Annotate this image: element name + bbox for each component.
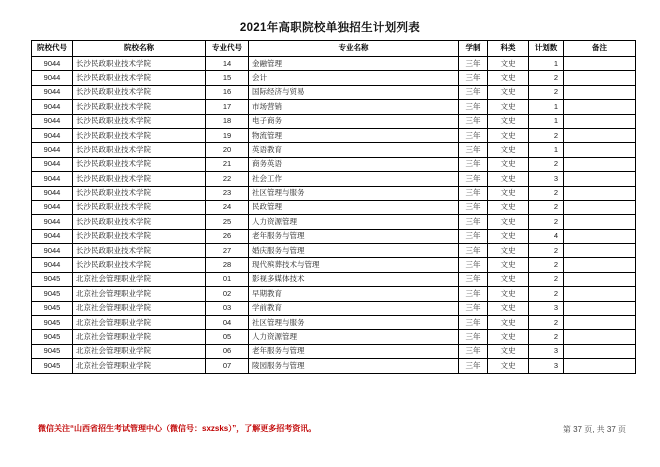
cell-college-name: 长沙民政职业技术学院	[73, 71, 206, 85]
cell-college-name: 长沙民政职业技术学院	[73, 244, 206, 258]
cell-plan-count: 2	[529, 258, 564, 272]
cell-duration: 三年	[459, 258, 488, 272]
header-remark: 备注	[564, 41, 636, 57]
cell-remark	[564, 301, 636, 315]
table-row	[32, 272, 636, 286]
cell-college-name: 北京社会管理职业学院	[73, 301, 206, 315]
header-college-name: 院校名称	[73, 41, 206, 57]
cell-major-code: 17	[206, 100, 249, 114]
table-row	[32, 330, 636, 344]
cell-plan-count: 2	[529, 287, 564, 301]
cell-major-name: 社会工作	[249, 172, 459, 186]
cell-plan-count: 2	[529, 244, 564, 258]
cell-category: 文史	[488, 301, 529, 315]
cell-major-name: 会计	[249, 71, 459, 85]
cell-category: 文史	[488, 100, 529, 114]
cell-college-code: 9044	[32, 85, 73, 99]
cell-major-name: 社区管理与服务	[249, 186, 459, 200]
cell-duration: 三年	[459, 229, 488, 243]
cell-plan-count: 2	[529, 128, 564, 142]
table-row	[32, 157, 636, 171]
cell-remark	[564, 186, 636, 200]
table-body	[32, 57, 636, 374]
cell-duration: 三年	[459, 143, 488, 157]
cell-major-code: 19	[206, 128, 249, 142]
cell-duration: 三年	[459, 172, 488, 186]
cell-duration: 三年	[459, 71, 488, 85]
cell-major-code: 07	[206, 359, 249, 373]
cell-major-name: 物流管理	[249, 128, 459, 142]
table-row	[32, 215, 636, 229]
wechat-notice: 微信关注“山西省招生考试管理中心（微信号：sxzsks）”，了解更多招考资讯。	[38, 424, 317, 433]
cell-college-name: 长沙民政职业技术学院	[73, 215, 206, 229]
cell-college-code: 9044	[32, 57, 73, 71]
cell-remark	[564, 71, 636, 85]
cell-duration: 三年	[459, 344, 488, 358]
cell-college-code: 9044	[32, 172, 73, 186]
cell-major-name: 影视多媒体技术	[249, 272, 459, 286]
cell-remark	[564, 57, 636, 71]
cell-college-code: 9045	[32, 344, 73, 358]
cell-category: 文史	[488, 114, 529, 128]
table-row	[32, 359, 636, 373]
table-row	[32, 114, 636, 128]
cell-major-name: 市场营销	[249, 100, 459, 114]
header-duration: 学制	[459, 41, 488, 57]
cell-major-name: 英语教育	[249, 143, 459, 157]
cell-college-code: 9044	[32, 244, 73, 258]
cell-major-code: 28	[206, 258, 249, 272]
cell-category: 文史	[488, 272, 529, 286]
cell-college-name: 长沙民政职业技术学院	[73, 143, 206, 157]
cell-category: 文史	[488, 359, 529, 373]
cell-category: 文史	[488, 57, 529, 71]
cell-remark	[564, 114, 636, 128]
cell-category: 文史	[488, 316, 529, 330]
cell-major-code: 14	[206, 57, 249, 71]
cell-college-code: 9044	[32, 157, 73, 171]
table-row	[32, 143, 636, 157]
cell-plan-count: 1	[529, 114, 564, 128]
cell-college-code: 9044	[32, 71, 73, 85]
cell-remark	[564, 85, 636, 99]
cell-major-name: 人力资源管理	[249, 330, 459, 344]
cell-college-name: 北京社会管理职业学院	[73, 344, 206, 358]
table-row	[32, 57, 636, 71]
cell-college-name: 长沙民政职业技术学院	[73, 128, 206, 142]
cell-college-code: 9045	[32, 301, 73, 315]
cell-major-name: 民政管理	[249, 200, 459, 214]
header-plan-count: 计划数	[529, 41, 564, 57]
cell-plan-count: 2	[529, 272, 564, 286]
cell-remark	[564, 100, 636, 114]
cell-college-name: 长沙民政职业技术学院	[73, 200, 206, 214]
cell-college-name: 长沙民政职业技术学院	[73, 172, 206, 186]
cell-category: 文史	[488, 229, 529, 243]
cell-remark	[564, 200, 636, 214]
cell-college-name: 长沙民政职业技术学院	[73, 229, 206, 243]
cell-major-code: 25	[206, 215, 249, 229]
cell-duration: 三年	[459, 200, 488, 214]
cell-category: 文史	[488, 215, 529, 229]
table-header	[32, 41, 636, 57]
cell-major-name: 学前教育	[249, 301, 459, 315]
cell-college-code: 9045	[32, 287, 73, 301]
cell-college-code: 9044	[32, 143, 73, 157]
cell-college-name: 北京社会管理职业学院	[73, 359, 206, 373]
cell-remark	[564, 172, 636, 186]
cell-plan-count: 3	[529, 359, 564, 373]
header-category: 科类	[488, 41, 529, 57]
cell-remark	[564, 215, 636, 229]
cell-college-name: 长沙民政职业技术学院	[73, 186, 206, 200]
cell-plan-count: 2	[529, 186, 564, 200]
cell-major-code: 26	[206, 229, 249, 243]
cell-plan-count: 2	[529, 316, 564, 330]
cell-remark	[564, 287, 636, 301]
cell-duration: 三年	[459, 128, 488, 142]
cell-remark	[564, 258, 636, 272]
cell-major-name: 早期教育	[249, 287, 459, 301]
cell-remark	[564, 128, 636, 142]
cell-major-code: 22	[206, 172, 249, 186]
cell-major-name: 老年服务与管理	[249, 229, 459, 243]
page-number: 第 37 页, 共 37 页	[562, 425, 626, 434]
enrollment-plan-table	[31, 40, 636, 374]
table-row	[32, 258, 636, 272]
cell-college-code: 9044	[32, 215, 73, 229]
cell-college-code: 9045	[32, 272, 73, 286]
cell-major-code: 23	[206, 186, 249, 200]
cell-college-name: 长沙民政职业技术学院	[73, 258, 206, 272]
cell-category: 文史	[488, 157, 529, 171]
cell-college-name: 长沙民政职业技术学院	[73, 114, 206, 128]
cell-remark	[564, 344, 636, 358]
cell-college-code: 9044	[32, 229, 73, 243]
cell-plan-count: 2	[529, 330, 564, 344]
cell-category: 文史	[488, 71, 529, 85]
cell-plan-count: 2	[529, 200, 564, 214]
cell-plan-count: 1	[529, 100, 564, 114]
cell-college-name: 长沙民政职业技术学院	[73, 100, 206, 114]
cell-remark	[564, 143, 636, 157]
cell-major-code: 16	[206, 85, 249, 99]
cell-college-name: 北京社会管理职业学院	[73, 330, 206, 344]
cell-duration: 三年	[459, 114, 488, 128]
table-row	[32, 71, 636, 85]
cell-category: 文史	[488, 186, 529, 200]
cell-category: 文史	[488, 258, 529, 272]
cell-college-code: 9044	[32, 186, 73, 200]
cell-major-name: 国际经济与贸易	[249, 85, 459, 99]
cell-category: 文史	[488, 244, 529, 258]
cell-plan-count: 2	[529, 215, 564, 229]
cell-major-name: 商务英语	[249, 157, 459, 171]
cell-major-code: 06	[206, 344, 249, 358]
table-row	[32, 287, 636, 301]
table-row	[32, 301, 636, 315]
cell-major-name: 婚庆服务与管理	[249, 244, 459, 258]
cell-category: 文史	[488, 85, 529, 99]
header-college-code: 院校代号	[32, 41, 73, 57]
cell-duration: 三年	[459, 359, 488, 373]
cell-major-code: 27	[206, 244, 249, 258]
cell-college-code: 9045	[32, 359, 73, 373]
cell-major-code: 05	[206, 330, 249, 344]
cell-major-name: 老年服务与管理	[249, 344, 459, 358]
table-row	[32, 200, 636, 214]
table-header-row	[32, 41, 636, 57]
cell-duration: 三年	[459, 100, 488, 114]
cell-duration: 三年	[459, 85, 488, 99]
cell-college-name: 长沙民政职业技术学院	[73, 157, 206, 171]
cell-major-code: 20	[206, 143, 249, 157]
cell-category: 文史	[488, 172, 529, 186]
cell-major-name: 金融管理	[249, 57, 459, 71]
cell-major-name: 人力资源管理	[249, 215, 459, 229]
cell-major-name: 陵园服务与管理	[249, 359, 459, 373]
cell-plan-count: 1	[529, 57, 564, 71]
cell-major-code: 15	[206, 71, 249, 85]
cell-category: 文史	[488, 287, 529, 301]
cell-duration: 三年	[459, 301, 488, 315]
cell-college-name: 北京社会管理职业学院	[73, 287, 206, 301]
table-row	[32, 100, 636, 114]
header-major-name: 专业名称	[249, 41, 459, 57]
header-major-code: 专业代号	[206, 41, 249, 57]
cell-college-name: 长沙民政职业技术学院	[73, 85, 206, 99]
cell-remark	[564, 157, 636, 171]
cell-major-name: 社区管理与服务	[249, 316, 459, 330]
cell-duration: 三年	[459, 316, 488, 330]
cell-plan-count: 3	[529, 344, 564, 358]
cell-duration: 三年	[459, 215, 488, 229]
cell-college-code: 9044	[32, 200, 73, 214]
table-row	[32, 229, 636, 243]
cell-plan-count: 2	[529, 71, 564, 85]
cell-plan-count: 3	[529, 301, 564, 315]
cell-category: 文史	[488, 200, 529, 214]
cell-major-code: 18	[206, 114, 249, 128]
cell-duration: 三年	[459, 330, 488, 344]
cell-major-code: 21	[206, 157, 249, 171]
cell-duration: 三年	[459, 186, 488, 200]
cell-remark	[564, 359, 636, 373]
cell-major-code: 02	[206, 287, 249, 301]
cell-college-code: 9045	[32, 316, 73, 330]
cell-major-code: 04	[206, 316, 249, 330]
cell-college-name: 北京社会管理职业学院	[73, 316, 206, 330]
cell-college-code: 9044	[32, 128, 73, 142]
cell-duration: 三年	[459, 244, 488, 258]
cell-remark	[564, 244, 636, 258]
table-row	[32, 344, 636, 358]
page-title: 2021年高职院校单独招生计划列表	[239, 22, 421, 34]
cell-college-code: 9044	[32, 100, 73, 114]
cell-plan-count: 3	[529, 172, 564, 186]
table-row	[32, 316, 636, 330]
cell-plan-count: 2	[529, 157, 564, 171]
table-row	[32, 128, 636, 142]
cell-remark	[564, 272, 636, 286]
cell-major-name: 电子商务	[249, 114, 459, 128]
cell-plan-count: 1	[529, 143, 564, 157]
table-row	[32, 244, 636, 258]
cell-college-code: 9045	[32, 330, 73, 344]
cell-duration: 三年	[459, 272, 488, 286]
table-row	[32, 186, 636, 200]
cell-major-name: 现代殡葬技术与管理	[249, 258, 459, 272]
cell-college-name: 北京社会管理职业学院	[73, 272, 206, 286]
cell-remark	[564, 316, 636, 330]
cell-major-code: 01	[206, 272, 249, 286]
cell-category: 文史	[488, 128, 529, 142]
cell-remark	[564, 330, 636, 344]
cell-major-code: 03	[206, 301, 249, 315]
cell-duration: 三年	[459, 287, 488, 301]
cell-duration: 三年	[459, 157, 488, 171]
cell-plan-count: 2	[529, 85, 564, 99]
cell-college-code: 9044	[32, 258, 73, 272]
table-row	[32, 85, 636, 99]
cell-category: 文史	[488, 344, 529, 358]
cell-major-code: 24	[206, 200, 249, 214]
cell-college-name: 长沙民政职业技术学院	[73, 57, 206, 71]
cell-remark	[564, 229, 636, 243]
cell-duration: 三年	[459, 57, 488, 71]
cell-college-code: 9044	[32, 114, 73, 128]
cell-category: 文史	[488, 143, 529, 157]
cell-category: 文史	[488, 330, 529, 344]
table-row	[32, 172, 636, 186]
cell-plan-count: 4	[529, 229, 564, 243]
